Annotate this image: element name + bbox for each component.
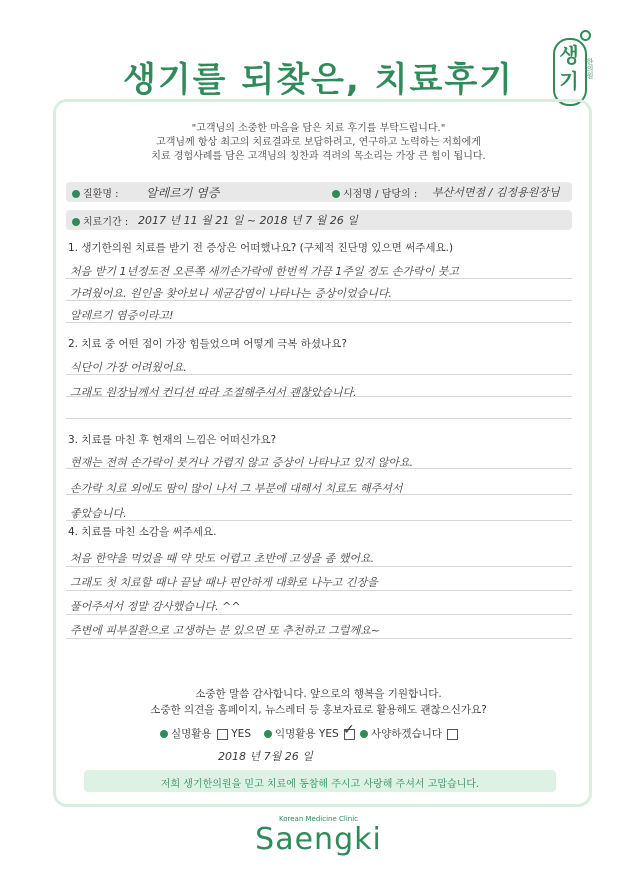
branch-value: 부산서면점 / 김정용원장님: [432, 186, 560, 199]
period-value: 2017 년 11 월 21 일 ~ 2018 년 7 월 26 일: [138, 214, 358, 227]
clinic-logo: [549, 24, 603, 108]
logo-word: 생기: [559, 43, 579, 93]
consent-anonymous[interactable]: 익명활용 YES ✓: [264, 726, 355, 741]
disease-value: 알레르기 염증: [146, 186, 220, 200]
consent-real-name[interactable]: 실명활용 YES: [160, 726, 251, 741]
check-mark-icon: ✓: [342, 721, 355, 738]
answer-1-line-1: 처음 받기 1년정도전 오른쪽 새끼손가락에 한번씩 가끔 1주일 정도 손가락이 붓고: [70, 265, 459, 278]
disease-label: 질환명 :: [72, 185, 119, 200]
logo-dot: [580, 30, 591, 41]
thanks-line-1: 소중한 말씀 감사합니다. 앞으로의 행복을 기원합니다.: [195, 688, 442, 700]
question-1: 1. 생기한의원 치료를 받기 전 증상은 어떠했나요? (구체적 진단명 있으면 써주세요.): [68, 242, 454, 254]
intro-line-3: 치료 경험사례를 담은 고객님의 칭찬과 격려의 목소리는 가장 큰 힘이 됩니다.: [151, 151, 486, 162]
consent-decline[interactable]: 사양하겠습니다: [360, 726, 458, 741]
answer-3-line-1: 현재는 전혀 손가락이 붓거나 가렵지 않고 증상이 나타나고 있지 않아요.: [70, 456, 414, 469]
decline-checkbox[interactable]: [447, 729, 458, 740]
anonymous-checkbox-checked[interactable]: [342, 721, 355, 740]
answer-line: [66, 520, 572, 521]
bullet-icon: [160, 730, 168, 738]
footer-bar: [84, 770, 556, 792]
real-name-checkbox[interactable]: [217, 729, 228, 740]
question-2: 2. 치료 중 어떤 점이 가장 힘들었으며 어떻게 극복 하셨나요?: [68, 338, 347, 350]
page-title: 생기를 되찾은, 치료후기: [122, 60, 515, 100]
answer-3-line-2: 손가락 치료 외에도 땀이 많이 나서 그 부분에 대해서 치료도 해주셔서: [70, 482, 403, 495]
answer-4-line-4: 주변에 피부질환으로 고생하는 분 있으면 또 추천하고 그럴께요~: [70, 624, 380, 637]
intro-line-1: "고객님의 소중한 마음을 담은 치료 후기를 부탁드립니다.": [191, 123, 446, 134]
intro-text: [60, 122, 577, 164]
answer-line: [66, 590, 572, 591]
answer-1-line-3: 알레르기 염증이라고!: [70, 309, 174, 322]
brand-logo: Saengki: [255, 822, 382, 857]
brand-subtitle: Korean Medicine Clinic: [278, 815, 358, 823]
answer-2-line-1: 식단이 가장 어려웠어요.: [70, 361, 187, 374]
info-bar-period: [66, 210, 572, 230]
answer-2-line-2: 그래도 원장님께서 컨디션 따라 조절해주셔서 괜찮았습니다.: [70, 386, 357, 399]
logo-sub: 한의원: [586, 58, 594, 79]
bullet-icon: [332, 190, 340, 198]
answer-line: [66, 614, 572, 615]
answer-4-line-2: 그래도 첫 치료할 때나 끝날 때나 편안하게 대화로 나누고 긴장을: [70, 576, 378, 589]
intro-line-2: 고객님께 항상 최고의 치료결과로 보답하려고, 연구하고 노력하는 저희에게: [156, 137, 481, 148]
period-label: 치료기간 :: [72, 213, 128, 228]
question-3: 3. 치료를 마친 후 현재의 느낌은 어떠신가요?: [68, 434, 277, 446]
bullet-icon: [72, 190, 80, 198]
answer-4-line-1: 처음 한약을 먹었을 때 약 맛도 어렵고 초반에 고생을 좀 했어요.: [70, 552, 375, 565]
question-4: 4. 치료를 마친 소감을 써주세요.: [68, 526, 217, 538]
bullet-icon: [264, 730, 272, 738]
answer-line: [66, 418, 572, 419]
answer-1-line-2: 가려웠어요. 원인을 찾아보니 세균감염이 나타나는 증상이었습니다.: [70, 287, 393, 300]
info-bar-disease: [66, 182, 572, 202]
footer-text: 저희 생기한의원을 믿고 치료에 동참해 주시고 사랑해 주셔서 고맙습니다.: [160, 779, 480, 790]
answer-3-line-3: 좋았습니다.: [70, 507, 127, 520]
bullet-icon: [360, 730, 368, 738]
signed-date: 2018 년 7월 26 일: [218, 750, 313, 763]
bullet-icon: [72, 218, 80, 226]
thanks-line-2: 소중한 의견을 홈페이지, 뉴스레터 등 홍보자료로 활용해도 괜찮으신가요?: [150, 704, 487, 716]
answer-4-line-3: 풀어주셔서 정말 감사했습니다. ^^: [70, 600, 241, 613]
answer-line: [66, 566, 572, 567]
answer-line: [66, 638, 572, 639]
branch-label: 시점명 / 담당의 :: [332, 185, 417, 200]
